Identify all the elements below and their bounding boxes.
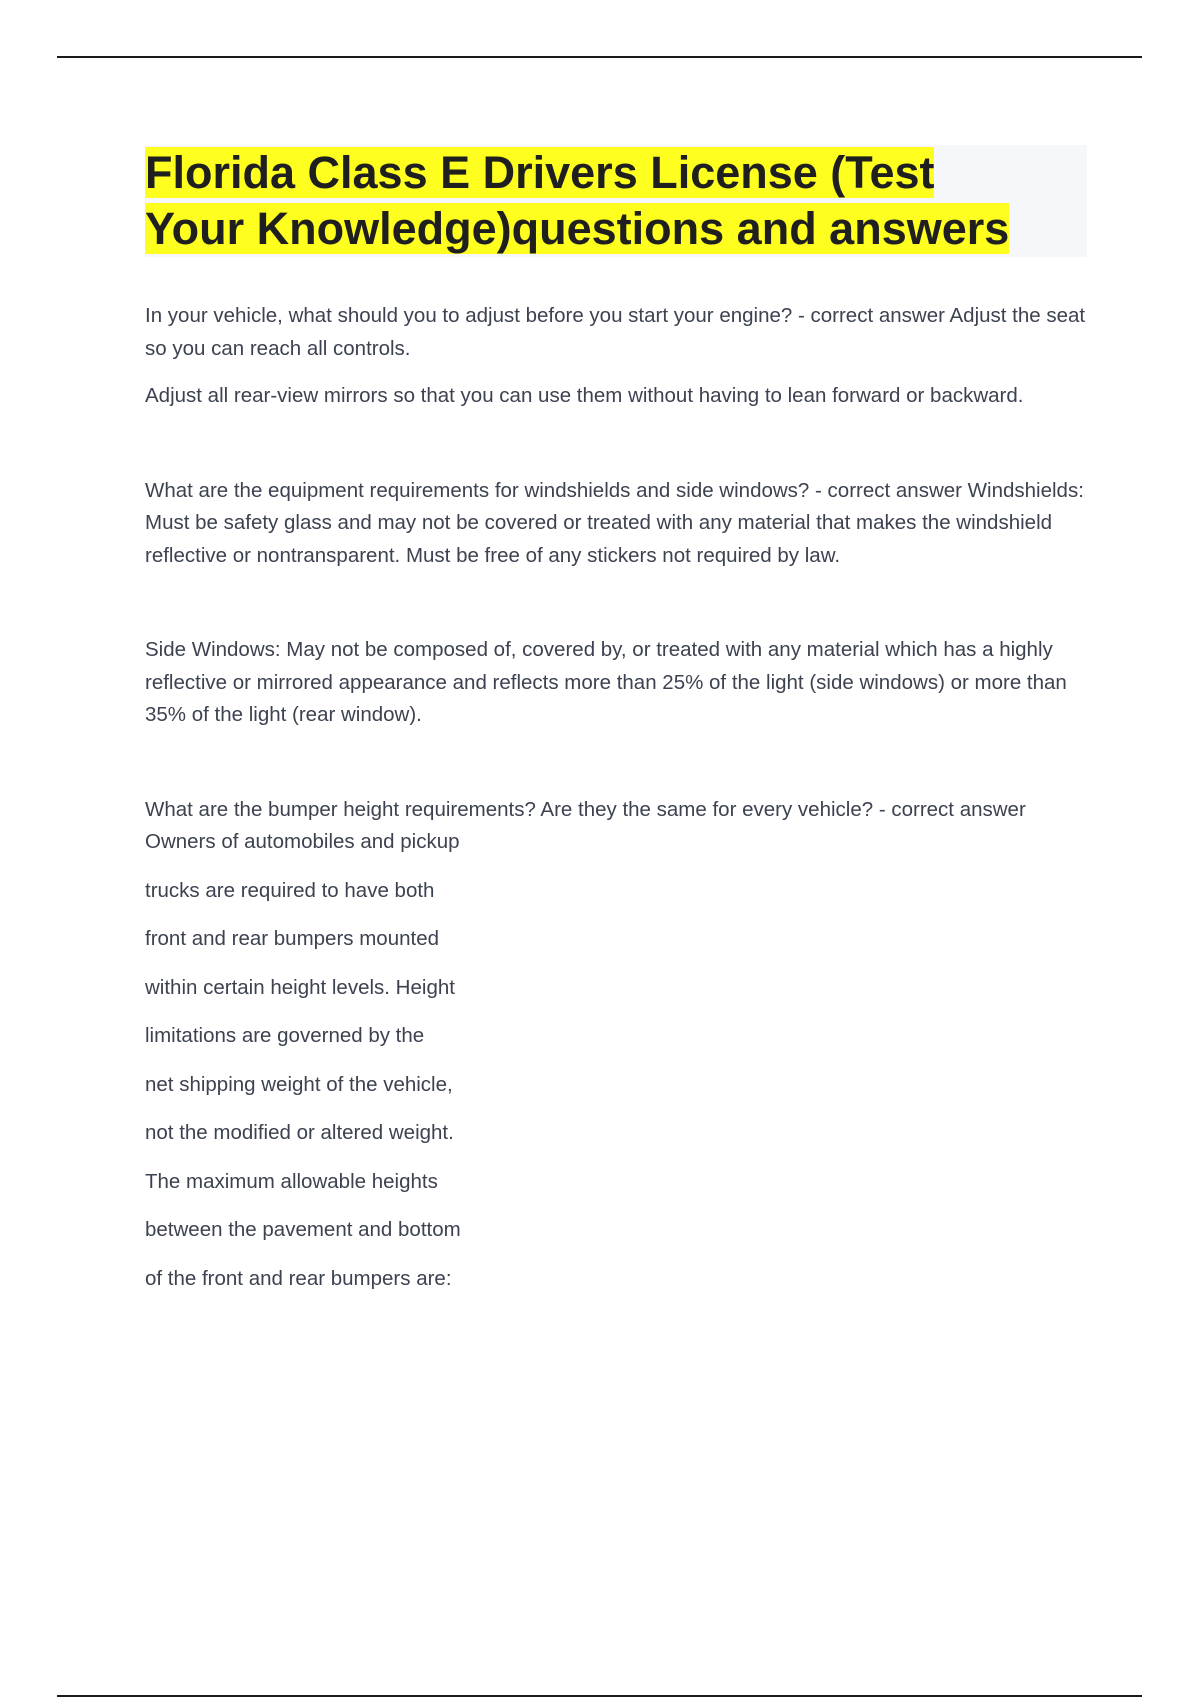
answer-line: trucks are required to have both [145,878,435,902]
paragraph-question-2: What are the equipment requirements for windshields and side windows? - correct answer Windshields: Must be safety glass and may not be covered or treated with any material that makes the windshield reflective or nontransparent. Must be free of any stickers not required by law. [145,478,1084,567]
title-block [145,145,1087,257]
paragraph-question-1: In your vehicle, what should you to adjust before you start your engine? - correct answer Adjust the seat so you can reach all controls. [145,304,1086,360]
answer-line: between the pavement and bottom [145,1218,461,1241]
document-title [145,145,1087,257]
document-body [145,300,1090,1311]
answer-line: of the front and rear bumpers are: [145,1266,452,1290]
title-line-2: Your Knowledge)questions and answers [145,203,1010,254]
answer-line: not the modified or altered weight. [145,1121,454,1144]
answer-line: The maximum allowable heights [145,1169,438,1193]
paragraph-answer-2-continued: Side Windows: May not be composed of, covered by, or treated with any material which has a highly reflective or mirrored appearance and reflects more than 25% of the light (side windows) or more than 35% of the light (rear window). [145,638,1067,726]
bottom-rule [57,1695,1142,1697]
top-rule [57,56,1142,58]
answer-line: within certain height levels. Height [145,975,455,999]
paragraph-answer-1-continued: Adjust all rear-view mirrors so that you can use them without having to lean forward or backward. [145,384,1024,407]
answer-line: net shipping weight of the vehicle, [145,1072,453,1096]
paragraph-question-3: What are the bumper height requirements? Are they the same for every vehicle? - correct answer Owners of automobiles and pickup [145,797,1026,853]
answer-line: front and rear bumpers mounted [145,927,439,950]
answer-line: limitations are governed by the [145,1024,425,1047]
title-line-1: Florida Class E Drivers License (Test [145,147,935,198]
